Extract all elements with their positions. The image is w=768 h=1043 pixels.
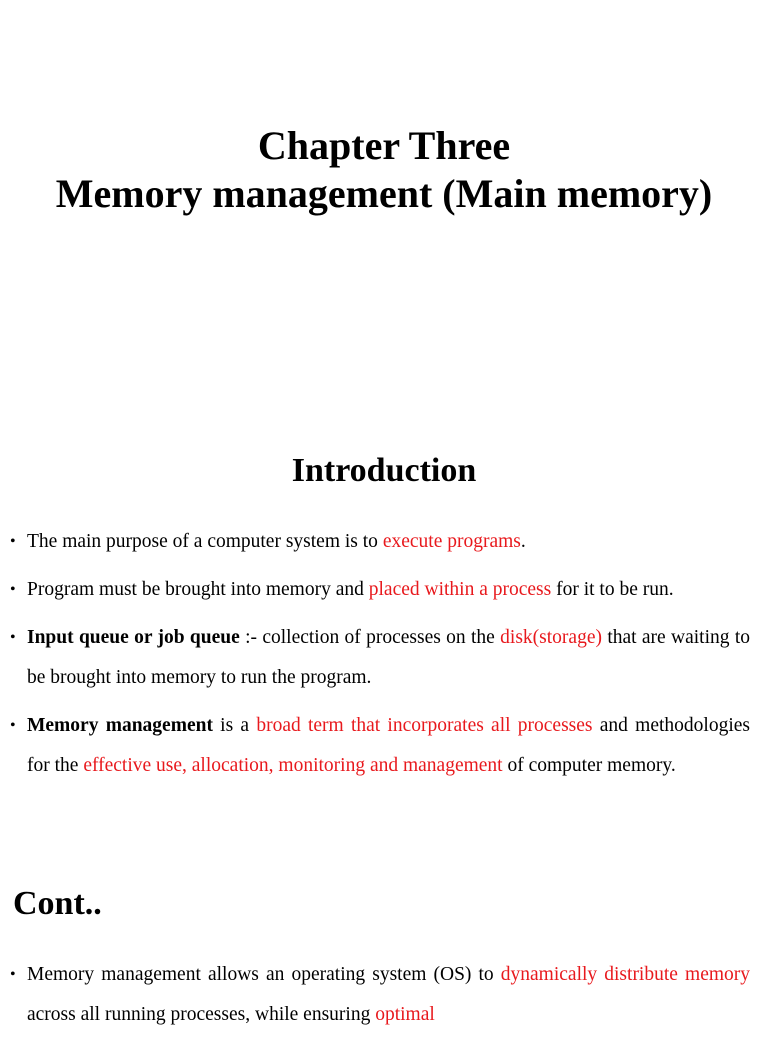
- bullet-text: Memory management allows an operating system (OS) to: [27, 964, 501, 985]
- bullet-item: [10, 618, 750, 698]
- cont-heading: Cont..: [13, 885, 102, 922]
- bullet-text: The main purpose of a computer system is to: [27, 531, 383, 552]
- highlighted-text: optimal: [375, 1004, 435, 1025]
- highlighted-text: disk(storage): [500, 627, 602, 648]
- bullet-item: [10, 570, 750, 610]
- bullet-text: :- collection of processes on the: [239, 627, 501, 648]
- bullet-item: [10, 706, 750, 786]
- bold-term: Input queue or job queue: [27, 627, 240, 648]
- bullet-marker-icon: •: [10, 533, 16, 550]
- introduction-heading: Introduction: [291, 452, 477, 489]
- bullet-text: is a: [212, 715, 257, 736]
- bullet-marker-icon: •: [10, 966, 16, 983]
- bold-term: Memory management: [27, 715, 213, 736]
- highlighted-text: dynamically distribute memory: [500, 964, 751, 985]
- bullet-marker-icon: •: [10, 717, 16, 734]
- bullet-marker-icon: •: [10, 629, 16, 646]
- intro-bullet-list: [10, 522, 750, 794]
- bullet-text: .: [520, 531, 526, 552]
- bullet-text: Program must be brought into memory and: [27, 579, 369, 600]
- bullet-text: and methodologies for the: [27, 715, 750, 776]
- chapter-title: Chapter Three: [257, 123, 511, 168]
- cont-bullet-list: [10, 955, 750, 1043]
- highlighted-text: broad term that incorporates all processes: [256, 715, 593, 736]
- highlighted-text: execute programs: [382, 531, 521, 552]
- bullet-text: of computer memory.: [502, 755, 676, 776]
- bullet-item: [10, 955, 750, 1035]
- chapter-title-block: [0, 122, 768, 218]
- chapter-subtitle: Memory management (Main memory): [55, 171, 713, 216]
- bullet-text: that are waiting to be brought into memory to run the program.: [27, 627, 751, 688]
- bullet-item: [10, 522, 750, 562]
- bullet-text: for it to be run.: [551, 579, 674, 600]
- bullet-text: across all running processes, while ensuring: [27, 1004, 376, 1025]
- bullet-marker-icon: •: [10, 581, 16, 598]
- highlighted-text: placed within a process: [368, 579, 552, 600]
- highlighted-text: effective use, allocation, monitoring and management: [83, 755, 503, 776]
